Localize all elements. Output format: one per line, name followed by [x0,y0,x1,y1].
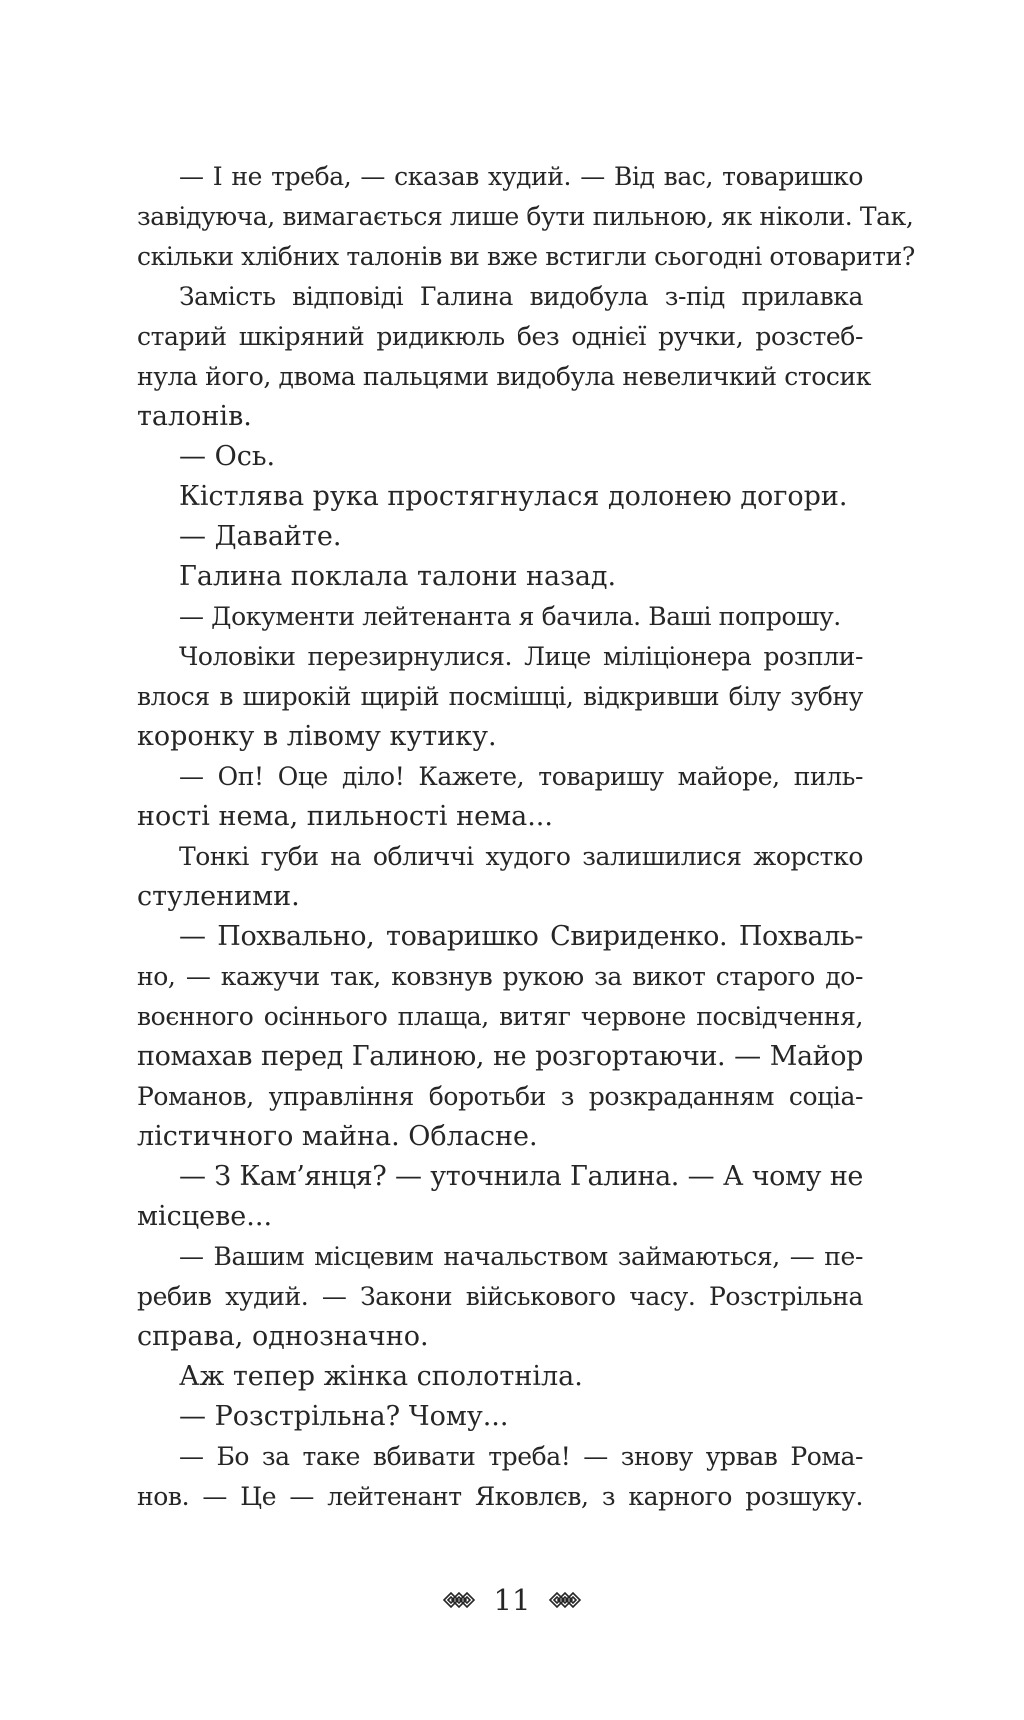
text-line: лістичного майна. Обласне. [137,1121,538,1152]
text-line: коронку в лівому кутику. [137,721,497,752]
paragraph [137,1397,863,1437]
paragraph [137,1357,863,1397]
paragraph [137,1157,863,1237]
text-line: справа, однозначно. [137,1321,429,1352]
paragraph [137,1237,863,1357]
page-text [137,157,915,1517]
text-line: Галина поклала талони назад. [179,561,617,592]
text-line: ребив худий. — Закони військового часу. Розстрільна [137,1282,863,1311]
text-line: Замість відповіді Галина видобула з-під прилавка [179,282,863,311]
text-line: помахав перед Галиною, не розгортаючи. — Майор [137,1041,863,1072]
paragraph [137,597,863,637]
diamond-knot-icon [442,1590,478,1610]
paragraph [137,637,863,757]
text-line: старий шкіряний ридикюль без однієї ручки, розстеб- [137,322,863,351]
paragraph [137,557,863,597]
text-line: — З Кам’янця? — уточнила Галина. — А чому не [179,1161,863,1192]
text-line: ності нема, пильності нема... [137,801,553,832]
text-line: — Розстрільна? Чому... [179,1401,509,1432]
paragraph [137,437,863,477]
text-line: Кістлява рука простягнулася долонею догори. [179,481,848,512]
paragraph [137,1437,863,1517]
text-line: — Ось. [179,441,276,472]
paragraph [137,917,863,1157]
diamond-knot-icon [546,1590,582,1610]
text-line: воєнного осіннього плаща, витяг червоне посвідчення, [137,1002,863,1031]
text-line: талонів. [137,401,252,432]
paragraph [137,157,915,277]
text-line: — Бо за таке вбивати треба! — знову урвав Рома- [179,1442,863,1471]
text-line: Чоловіки перезирнулися. Лице міліціонера розпли- [179,642,863,671]
text-line: нула його, двома пальцями видобула невеличкий стосик [137,362,871,391]
paragraph [137,517,863,557]
text-line: нов. — Це — лейтенант Яковлєв, з карного розшуку. [137,1482,863,1511]
text-line: Аж тепер жінка сполотніла. [179,1361,583,1392]
text-line: но, — кажучи так, ковзнув рукою за викот старого до- [137,962,863,991]
text-line: стуленими. [137,881,300,912]
text-line: завідуюча, вимагається лише бути пильною, як ніколи. Так, [137,202,914,231]
text-line: скільки хлібних талонів ви вже встигли сьогодні отоварити? [137,242,915,271]
text-line: — Похвально, товаришко Свириденко. Похваль- [179,921,863,952]
text-line: місцеве... [137,1201,273,1232]
text-line: влося в широкій щирій посмішці, відкривши білу зубну [137,682,863,711]
paragraph [137,277,871,437]
text-line: — Давайте. [179,521,342,552]
page-footer [0,1580,1024,1620]
paragraph [137,757,863,837]
paragraph [137,837,863,917]
text-line: Тонкі губи на обличчі худого залишилися жорстко [179,842,863,871]
text-line: Романов, управління боротьби з розкраданням соціа- [137,1082,863,1111]
text-line: — Вашим місцевим начальством займаються, — пе- [179,1242,863,1271]
paragraph [137,477,863,517]
page-number: 11 [493,1583,531,1617]
text-line: — Оп! Оце діло! Кажете, товаришу майоре, пиль- [179,762,863,791]
text-line: — Документи лейтенанта я бачила. Ваші попрошу. [179,602,841,631]
text-line: — І не треба, — сказав худий. — Від вас, товаришко [179,162,863,191]
